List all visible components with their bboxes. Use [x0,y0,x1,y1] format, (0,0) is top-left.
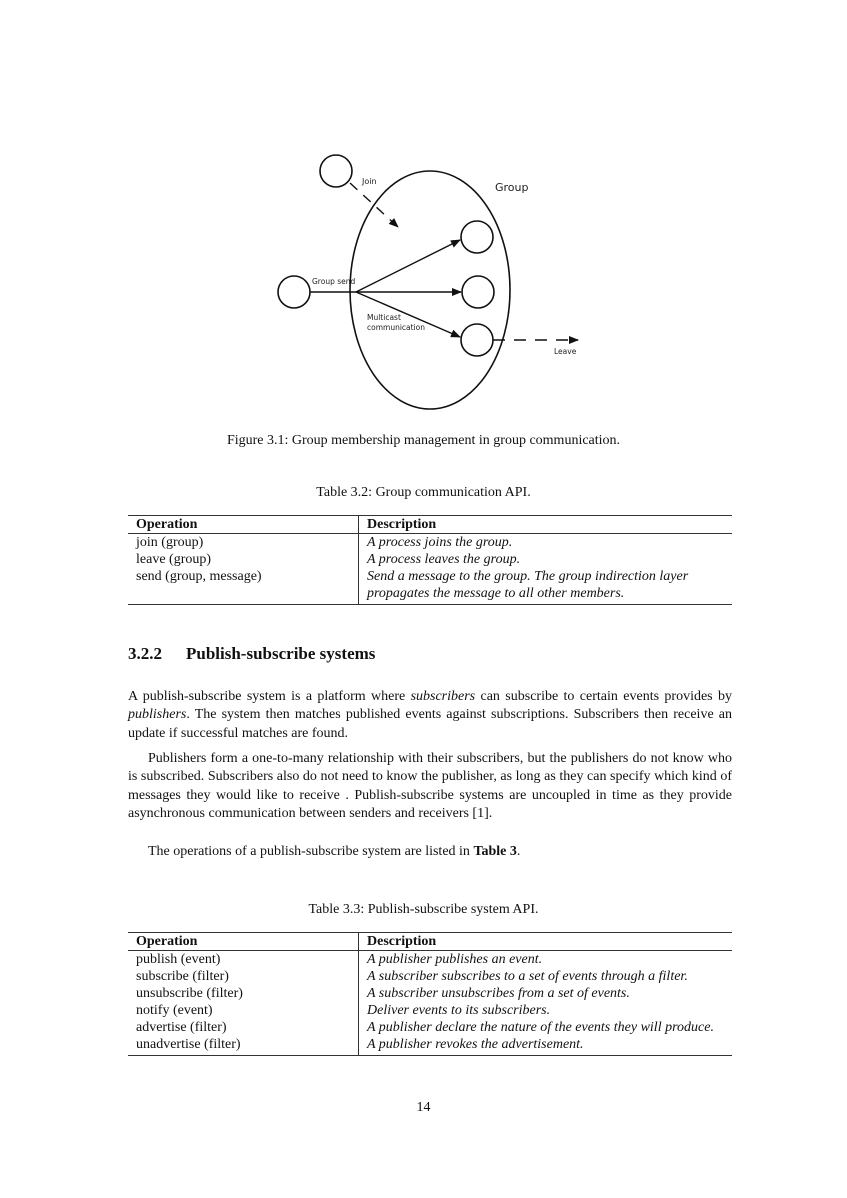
multicast-label-line1: Multicast [367,313,401,322]
table-row [128,951,732,969]
column-header-description: Description [359,933,733,951]
operation-cell: send (group, message) [136,569,262,584]
emphasis-publishers: publishers [128,707,187,723]
operation-cell: unsubscribe (filter) [136,986,243,1001]
operation-cell: join (group) [136,535,204,550]
operation-cell: unadvertise (filter) [136,1037,241,1052]
description-cell: A publisher declare the nature of the events they will produce. [359,1019,733,1036]
operation-cell: notify (event) [136,1003,213,1018]
publish-subscribe-table [128,932,732,1056]
table-row [128,568,732,605]
description-cell: A subscriber subscribes to a set of events through a filter. [359,968,733,985]
member-process-node-1 [461,221,493,253]
multicast-label-line2: communication [367,323,426,332]
column-header-operation: Operation [128,933,359,951]
group-ellipse [350,171,510,409]
description-cell: Send a message to the group. The group indirection layer propagates the message to all other members. [359,568,733,605]
join-label: Join [362,177,377,186]
table-row [128,551,732,568]
table-row [128,1019,732,1036]
column-header-operation: Operation [128,516,359,534]
paragraph-3 [128,843,732,861]
section-number: 3.2.2 [128,644,162,663]
paragraph-text: A publish-subscribe system is a platform where [128,689,411,704]
description-cell: A publisher revokes the advertisement. [359,1036,733,1056]
multicast-arrow-1 [356,240,460,292]
group-label: Group [495,181,529,194]
paragraph-1 [128,688,732,743]
section-title: Publish-subscribe systems [186,644,376,663]
paragraph-2: Publishers form a one-to-many relationship with their subscribers, but the publishers do not know who is subscribed. Subscribers also do not need to know the publisher, as long as they can specify which kind of messages they would like to receive . Publish-subscribe systems are uncoupled in time as they provide asynchronous communication between senders and receivers [1]. [128,751,732,822]
paragraph-text: The operations of a publish-subscribe system are listed in [148,844,474,859]
section-heading [128,644,375,664]
paragraph-text: . The system then matches published events against subscriptions. Subscribers then receive an update if successful matches are found. [128,707,732,741]
description-cell: A process leaves the group. [359,551,733,568]
figure-caption: Figure 3.1: Group membership management in group communication. [226,433,621,448]
group-membership-diagram [270,145,600,415]
group-send-label: Group send [312,277,356,286]
description-cell: A process joins the group. [359,534,733,552]
joining-process-node [320,155,352,187]
table-row [128,1002,732,1019]
description-cell: A publisher publishes an event. [359,951,733,969]
table-row [128,968,732,985]
paragraph-text: can subscribe to certain events provides by [475,689,732,704]
table-pubsub-caption: Table 3.3: Publish-subscribe system API. [308,902,539,917]
member-process-node-2 [462,276,494,308]
group-communication-table [128,515,732,605]
paragraph-text: . [516,844,521,859]
operation-cell: subscribe (filter) [136,969,229,984]
table-row [128,534,732,552]
member-process-node-3 [461,324,493,356]
page-number: 14 [416,1100,431,1115]
operation-cell: advertise (filter) [136,1020,227,1035]
emphasis-subscribers: subscribers [410,689,476,704]
description-cell: Deliver events to its subscribers. [359,1002,733,1019]
table-reference: Table 3 [473,844,517,859]
description-cell: A subscriber unsubscribes from a set of events. [359,985,733,1002]
operation-cell: publish (event) [136,952,221,967]
column-header-description: Description [359,516,733,534]
table-row [128,985,732,1002]
table-group-caption: Table 3.2: Group communication API. [316,485,531,500]
leave-label: Leave [554,347,577,356]
sender-process-node [278,276,310,308]
operation-cell: leave (group) [136,552,212,567]
table-row [128,1036,732,1056]
